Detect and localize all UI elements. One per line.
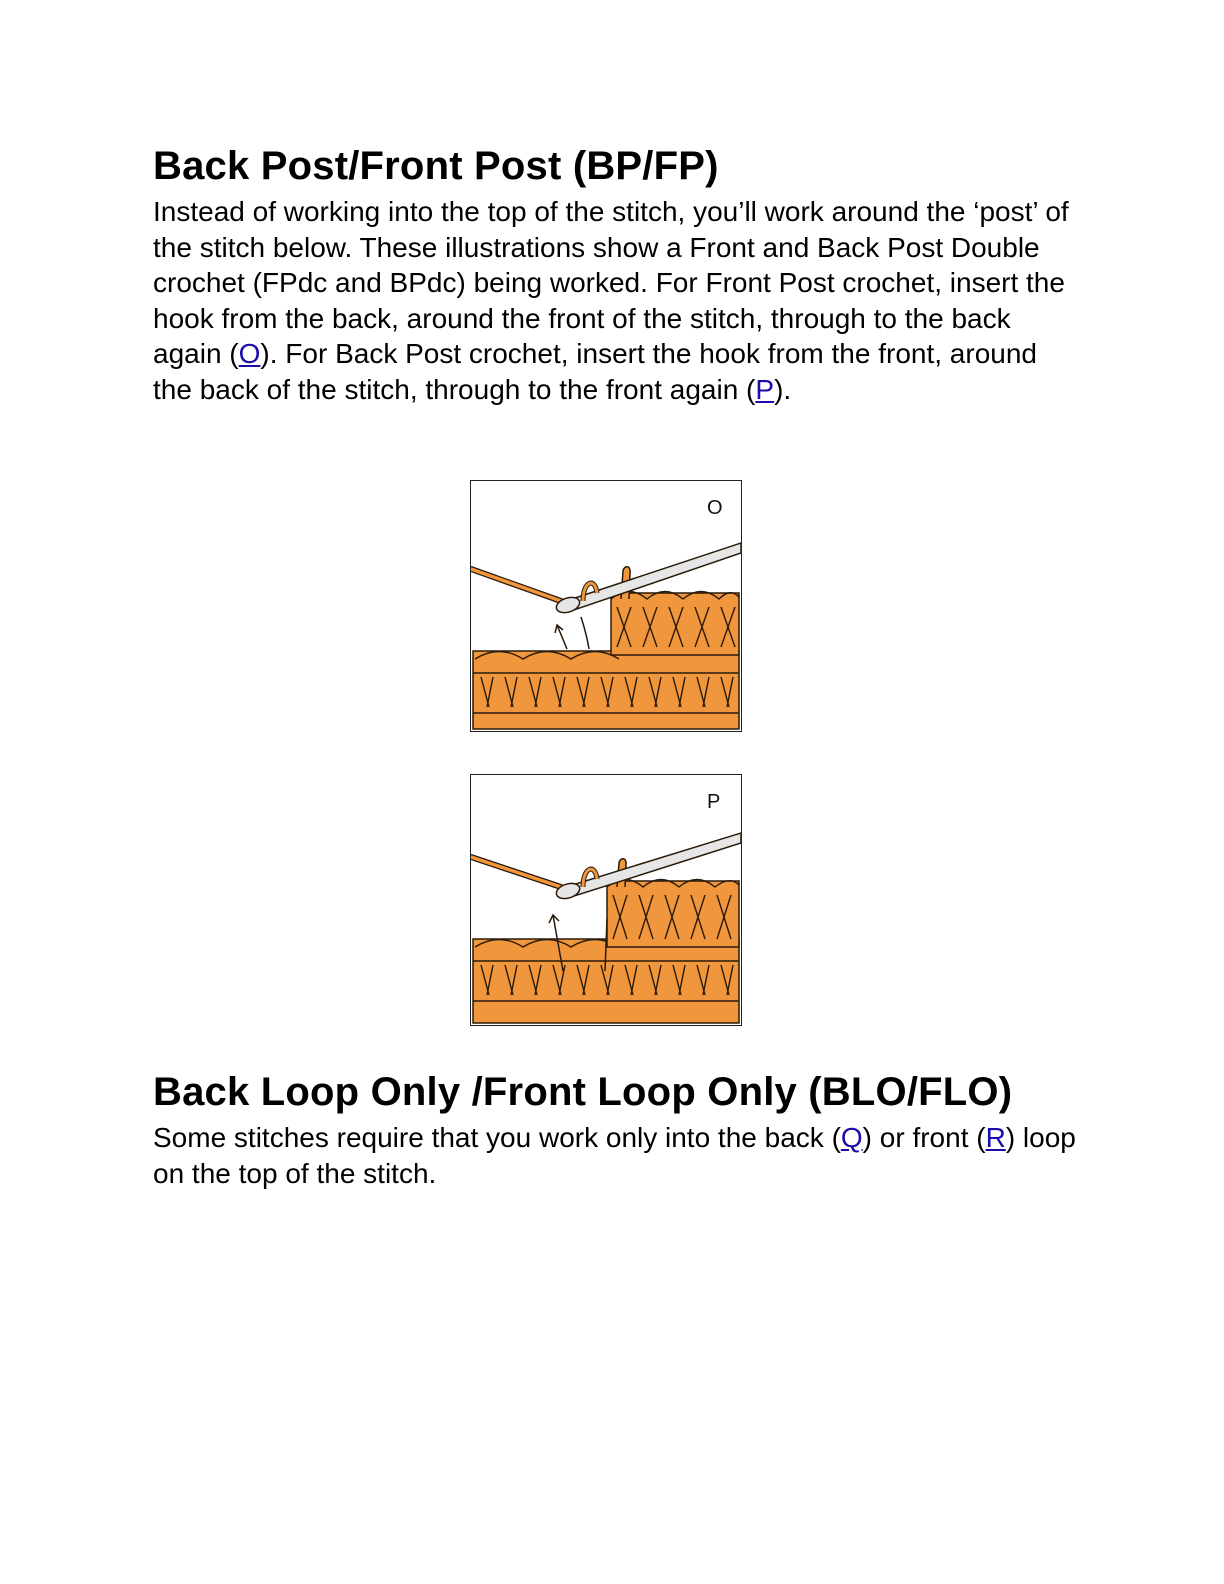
crochet-front-post-drawing (471, 481, 741, 731)
foundation-stitches (473, 651, 739, 729)
paragraph-text: ). (774, 373, 792, 405)
link-figure-q[interactable]: Q (840, 1122, 863, 1153)
link-figure-o[interactable]: O (238, 338, 261, 370)
paragraph-text: Instead of working into the top of the stitch, you’ll work around the ‘post’ of the stitch below. These illustrations show a Front and Back Post Double crochet (FPdc and BPdc) being worked. For Front Post crochet, insert the hook from the back, around the front of the stitch, through to the back again ( (153, 196, 1069, 370)
section-back-post-front-post (153, 140, 1083, 408)
heading-bp-fp: Back Post/Front Post (BP/FP) (153, 144, 719, 188)
illustration-front-post (470, 480, 742, 732)
link-figure-r[interactable]: R (985, 1122, 1006, 1153)
link-figure-p[interactable]: P (755, 373, 775, 405)
paragraph-text: ) loop on the top of the stitch. (153, 1122, 1076, 1189)
paragraph-bp-fp (153, 194, 1083, 408)
heading-blo-flo: Back Loop Only /Front Loop Only (BLO/FLO) (153, 1070, 1013, 1114)
paragraph-blo-flo (153, 1120, 1083, 1191)
figure-label-p: P (707, 791, 721, 813)
crochet-back-post-drawing (471, 775, 741, 1025)
paragraph-text: Some stitches require that you work only into the back ( (153, 1122, 841, 1153)
section-back-loop-front-loop (153, 1066, 1083, 1191)
arrow-icon (555, 617, 589, 649)
illustration-back-post (470, 774, 742, 1026)
paragraph-text: ). For Back Post crochet, insert the hook from the front, around the back of the stitch, through to the front again ( (153, 338, 1037, 405)
paragraph-text: ) or front ( (862, 1122, 986, 1153)
figure-label-o: O (707, 497, 723, 519)
